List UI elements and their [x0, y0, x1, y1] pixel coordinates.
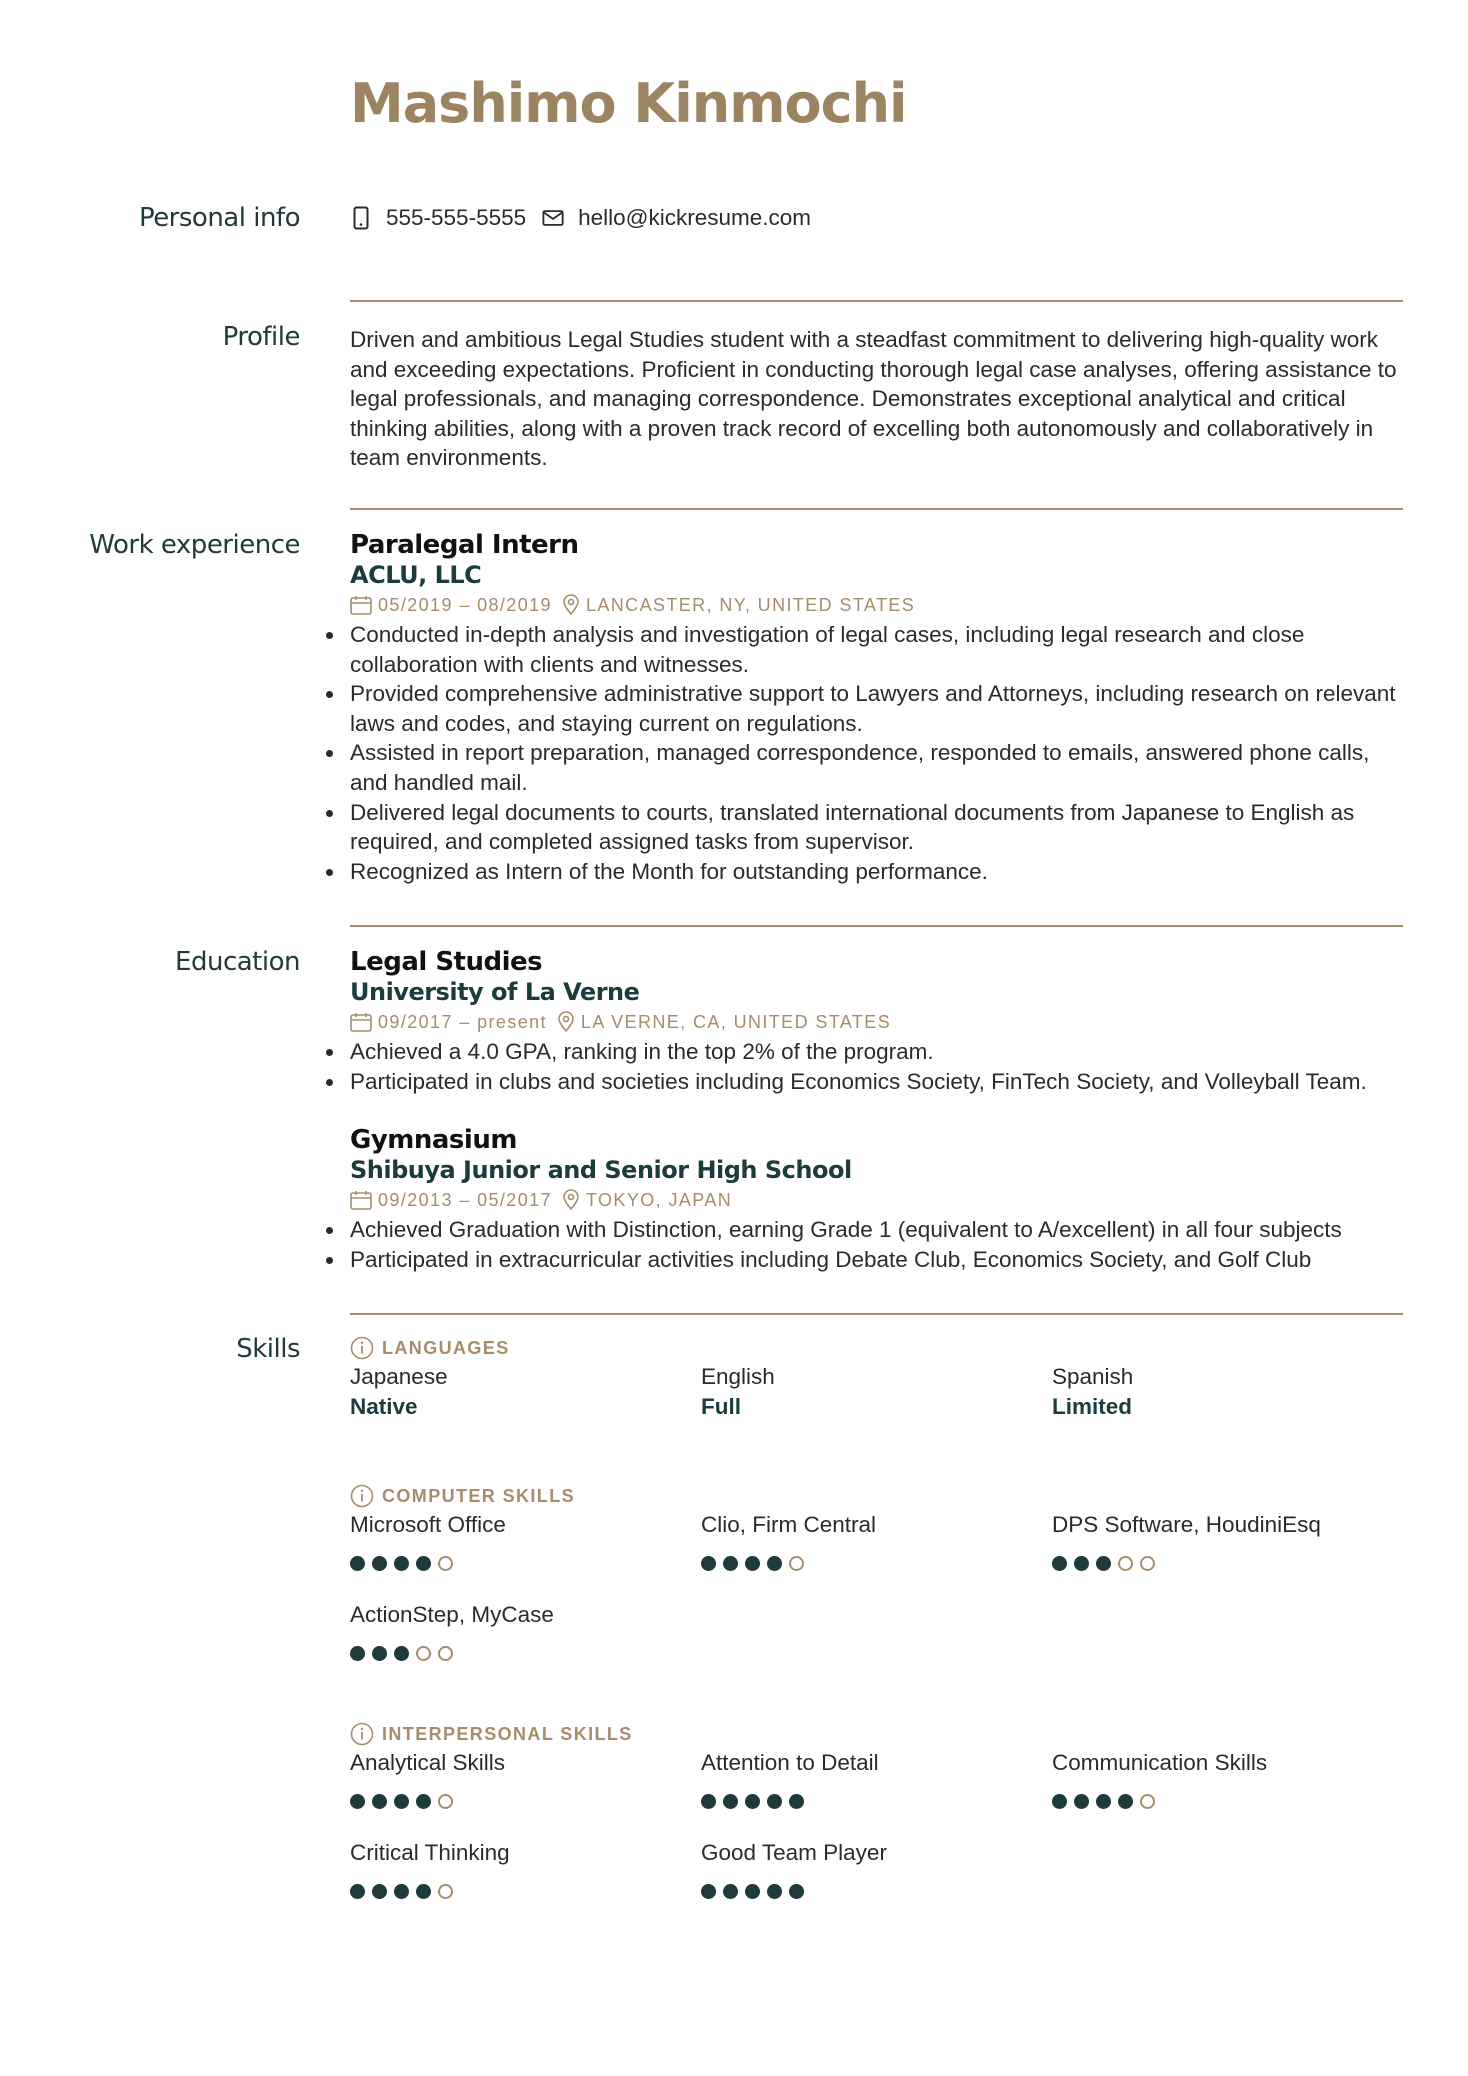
rating-dot-filled	[701, 1556, 716, 1571]
rating-dot-filled	[745, 1884, 760, 1899]
skill-item	[350, 1510, 701, 1600]
skill-item	[701, 1748, 1052, 1838]
job-meta	[350, 590, 1403, 620]
rating-dot-filled	[745, 1556, 760, 1571]
job-entry	[350, 530, 1403, 886]
education-dates: 09/2013 – 05/2017	[378, 1189, 552, 1210]
rating-dot-filled	[394, 1884, 409, 1899]
education-entry	[350, 1125, 1403, 1274]
skill-name: Analytical Skills	[350, 1750, 506, 1775]
phone-number[interactable]: 555-555-5555	[386, 205, 527, 230]
skill-rating	[1052, 1548, 1403, 1578]
job-title: Paralegal Intern	[350, 530, 579, 560]
skill-rating	[701, 1786, 1052, 1816]
info-icon	[350, 1722, 374, 1746]
divider	[350, 508, 1403, 510]
language-name: Japanese	[350, 1364, 448, 1389]
interpersonal-skills-group	[350, 1720, 1403, 1928]
rating-dot-filled	[416, 1794, 431, 1809]
education-location: LA VERNE, CA, UNITED STATES	[580, 1011, 892, 1032]
computer-skills-heading: COMPUTER SKILLS	[350, 1482, 1403, 1510]
rating-dot-filled	[350, 1646, 365, 1661]
rating-dot-filled	[1096, 1556, 1111, 1571]
calendar-icon	[350, 1012, 372, 1032]
profile-text: Driven and ambitious Legal Studies student with a steadfast commitment to delivering high-quality work and exceeding expectations. Proficient in conducting thorough legal case analyses, offering assistance to legal professionals, and managing correspondence. Demonstrates exceptional analytical and critical thinking abilities, along with a proven track record of excelling both autonomously and collaboratively in team environments.	[350, 327, 1397, 471]
education-bullets	[350, 1215, 1403, 1274]
list-item: Assisted in report preparation, managed correspondence, responded to emails, answered phone calls, and handled mail.	[350, 738, 1403, 797]
contact-row	[350, 203, 1403, 233]
language-level: Limited	[1052, 1394, 1133, 1419]
rating-dot-filled	[372, 1794, 387, 1809]
rating-dot-empty	[789, 1556, 804, 1571]
rating-dot-filled	[394, 1556, 409, 1571]
section-title-skills: Skills	[236, 1334, 300, 1364]
location-pin-icon	[562, 594, 580, 616]
phone-icon	[350, 205, 372, 231]
rating-dot-filled	[1096, 1794, 1111, 1809]
section-title-personal-info: Personal info	[138, 203, 300, 233]
languages-group	[350, 1334, 1403, 1422]
rating-dot-filled	[1074, 1556, 1089, 1571]
rating-dot-filled	[394, 1646, 409, 1661]
rating-dot-empty	[438, 1884, 453, 1899]
skill-item	[1052, 1748, 1403, 1838]
rating-dot-empty	[1140, 1794, 1155, 1809]
divider	[350, 1313, 1403, 1315]
skill-rating	[350, 1876, 701, 1906]
rating-dot-filled	[1052, 1794, 1067, 1809]
rating-dot-filled	[372, 1646, 387, 1661]
skill-name: ActionStep, MyCase	[350, 1602, 554, 1627]
skill-item	[701, 1510, 1052, 1600]
rating-dot-filled	[416, 1884, 431, 1899]
email-address[interactable]: hello@kickresume.com	[578, 205, 812, 230]
section-title-education: Education	[175, 947, 300, 977]
rating-dot-filled	[701, 1794, 716, 1809]
divider	[350, 300, 1403, 302]
skill-rating	[701, 1548, 1052, 1578]
list-item: Achieved a 4.0 GPA, ranking in the top 2% of the program.	[350, 1037, 1403, 1067]
language-item	[701, 1362, 1052, 1422]
rating-dot-empty	[438, 1646, 453, 1661]
skill-item	[350, 1838, 701, 1928]
education-dates: 09/2017 – present	[378, 1011, 547, 1032]
list-item: Recognized as Intern of the Month for outstanding performance.	[350, 857, 1403, 887]
school-name: University of La Verne	[350, 978, 640, 1006]
job-dates: 05/2019 – 08/2019	[378, 594, 552, 615]
candidate-name: Mashimo Kinmochi	[350, 72, 907, 135]
rating-dot-filled	[701, 1884, 716, 1899]
rating-dot-filled	[1118, 1794, 1133, 1809]
list-item: Provided comprehensive administrative support to Lawyers and Attorneys, including research on relevant laws and codes, and staying current on regulations.	[350, 679, 1403, 738]
calendar-icon	[350, 595, 372, 615]
rating-dot-filled	[350, 1884, 365, 1899]
education-bullets	[350, 1037, 1403, 1096]
section-title-work-experience: Work experience	[89, 530, 300, 560]
computer-skills-group	[350, 1482, 1403, 1690]
skill-name: Critical Thinking	[350, 1840, 510, 1865]
info-icon	[350, 1484, 374, 1508]
rating-dot-filled	[394, 1794, 409, 1809]
rating-dot-filled	[372, 1556, 387, 1571]
rating-dot-filled	[350, 1794, 365, 1809]
envelope-icon	[542, 205, 564, 231]
language-level: Native	[350, 1394, 418, 1419]
section-title-profile: Profile	[222, 322, 300, 352]
list-item: Conducted in-depth analysis and investigation of legal cases, including legal research and close collaboration with clients and witnesses.	[350, 620, 1403, 679]
skill-name: Clio, Firm Central	[701, 1512, 877, 1537]
rating-dot-filled	[789, 1794, 804, 1809]
skill-item	[1052, 1510, 1403, 1600]
skill-rating	[701, 1876, 1052, 1906]
skill-item	[701, 1838, 1052, 1928]
rating-dot-filled	[767, 1884, 782, 1899]
list-item: Achieved Graduation with Distinction, earning Grade 1 (equivalent to A/excellent) in all four subjects	[350, 1215, 1403, 1245]
divider	[350, 925, 1403, 927]
skill-rating	[350, 1548, 701, 1578]
skill-name: Attention to Detail	[701, 1750, 879, 1775]
rating-dot-filled	[372, 1884, 387, 1899]
calendar-icon	[350, 1190, 372, 1210]
languages-heading: LANGUAGES	[350, 1334, 1403, 1362]
skill-item	[350, 1600, 701, 1690]
skill-name: Good Team Player	[701, 1840, 887, 1865]
skill-item	[350, 1748, 701, 1838]
interpersonal-skills-heading: INTERPERSONAL SKILLS	[350, 1720, 1403, 1748]
job-location: LANCASTER, NY, UNITED STATES	[585, 594, 916, 615]
skill-name: DPS Software, HoudiniEsq	[1052, 1512, 1321, 1537]
skill-name: Microsoft Office	[350, 1512, 506, 1537]
language-level: Full	[701, 1394, 741, 1419]
education-meta	[350, 1185, 1403, 1215]
language-item	[350, 1362, 701, 1422]
rating-dot-filled	[723, 1884, 738, 1899]
job-employer: ACLU, LLC	[350, 561, 482, 589]
language-name: English	[701, 1364, 775, 1389]
degree-title: Gymnasium	[350, 1125, 517, 1155]
rating-dot-filled	[1052, 1556, 1067, 1571]
skill-rating	[1052, 1786, 1403, 1816]
info-icon	[350, 1336, 374, 1360]
list-item: Participated in extracurricular activities including Debate Club, Economics Society, and Golf Club	[350, 1245, 1403, 1275]
education-meta	[350, 1007, 1403, 1037]
skill-rating	[350, 1786, 701, 1816]
location-pin-icon	[557, 1011, 575, 1033]
list-item: Delivered legal documents to courts, translated international documents from Japanese to English as required, and completed assigned tasks from supervisor.	[350, 798, 1403, 857]
rating-dot-empty	[438, 1556, 453, 1571]
rating-dot-filled	[767, 1556, 782, 1571]
degree-title: Legal Studies	[350, 947, 543, 977]
education-location: TOKYO, JAPAN	[585, 1189, 733, 1210]
list-item: Participated in clubs and societies including Economics Society, FinTech Society, and Volleyball Team.	[350, 1067, 1403, 1097]
rating-dot-filled	[416, 1556, 431, 1571]
school-name: Shibuya Junior and Senior High School	[350, 1156, 852, 1184]
rating-dot-filled	[723, 1556, 738, 1571]
skill-name: Communication Skills	[1052, 1750, 1268, 1775]
rating-dot-filled	[745, 1794, 760, 1809]
rating-dot-filled	[723, 1794, 738, 1809]
rating-dot-empty	[416, 1646, 431, 1661]
rating-dot-filled	[350, 1556, 365, 1571]
language-item	[1052, 1362, 1403, 1422]
rating-dot-empty	[1140, 1556, 1155, 1571]
rating-dot-filled	[1074, 1794, 1089, 1809]
skill-rating	[350, 1638, 701, 1668]
rating-dot-empty	[438, 1794, 453, 1809]
rating-dot-filled	[789, 1884, 804, 1899]
location-pin-icon	[562, 1189, 580, 1211]
language-name: Spanish	[1052, 1364, 1134, 1389]
rating-dot-filled	[767, 1794, 782, 1809]
rating-dot-empty	[1118, 1556, 1133, 1571]
job-bullets	[350, 620, 1403, 886]
education-entry	[350, 947, 1403, 1096]
